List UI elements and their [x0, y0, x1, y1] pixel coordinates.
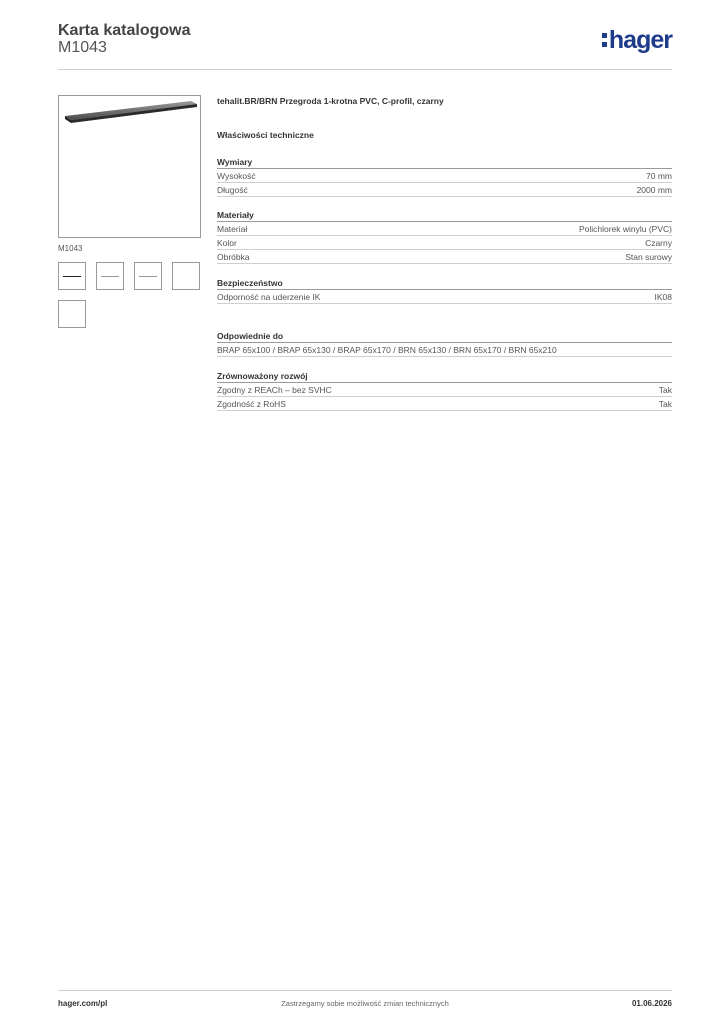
spec-value: 2000 mm: [636, 185, 672, 195]
spec-row: [217, 383, 672, 397]
specs-section-title: Właściwości techniczne: [217, 130, 314, 140]
spec-label: Zgodność z RoHS: [217, 399, 286, 409]
spec-group-title: Zrównoważony rozwój: [217, 369, 672, 383]
spec-group-sustainability: [217, 369, 672, 411]
thumbnail-line-icon: [139, 276, 157, 277]
spec-group-materials: [217, 208, 672, 264]
spec-row: [217, 343, 672, 357]
thumbnail-5[interactable]: [58, 300, 86, 328]
spec-row: [217, 222, 672, 236]
spec-value: 70 mm: [646, 171, 672, 181]
product-image: [58, 95, 201, 238]
spec-row: [217, 290, 672, 304]
spec-label: Odporność na uderzenie IK: [217, 292, 321, 302]
spec-group-title: Wymiary: [217, 155, 672, 169]
page-title: Karta katalogowa: [58, 22, 191, 39]
spec-group-title: Bezpieczeństwo: [217, 276, 672, 290]
spec-group-title: Materiały: [217, 208, 672, 222]
spec-row: [217, 183, 672, 197]
spec-label: Obróbka: [217, 252, 250, 262]
spec-group-compatible: [217, 329, 672, 357]
spec-value: Tak: [658, 385, 672, 395]
spec-value: Stan surowy: [625, 252, 672, 262]
hager-logo: [602, 26, 672, 54]
page-header: [58, 22, 672, 70]
spec-label: Zgodny z REACh – bez SVHC: [217, 385, 332, 395]
footer-website-link[interactable]: hager.com/pl: [58, 999, 108, 1008]
spec-label: Długość: [217, 185, 248, 195]
spec-value: Polichlorek winylu (PVC): [578, 224, 672, 234]
spec-value: Tak: [658, 399, 672, 409]
thumbnail-line-icon: [63, 276, 81, 277]
logo-dots-icon: [602, 33, 607, 47]
spec-label: Kolor: [217, 238, 237, 248]
product-title: tehalit.BR/BRN Przegroda 1-krotna PVC, C-profil, czarny: [217, 96, 444, 106]
image-caption: M1043: [58, 244, 83, 253]
spec-group-title: Odpowiednie do: [217, 329, 672, 343]
c-profile-partition-icon: [59, 96, 200, 237]
footer-disclaimer: Zastrzegamy sobie możliwość zmian technicznych: [281, 999, 449, 1008]
spec-value: IK08: [654, 292, 672, 302]
spec-group-dimensions: [217, 155, 672, 197]
spec-row: [217, 397, 672, 411]
thumbnail-1[interactable]: [58, 262, 86, 290]
spec-row: [217, 169, 672, 183]
spec-row: [217, 236, 672, 250]
spec-label: Wysokość: [217, 171, 256, 181]
spec-label: Materiał: [217, 224, 248, 234]
footer-date: 01.06.2026: [631, 999, 672, 1008]
logo-text: hager: [608, 26, 672, 54]
thumbnail-2[interactable]: [96, 262, 124, 290]
thumbnail-3[interactable]: [134, 262, 162, 290]
spec-label: BRAP 65x100 / BRAP 65x130 / BRAP 65x170 / BRN 65x130 / BRN 65x170 / BRN 65x210: [217, 345, 557, 355]
spec-value: Czarny: [645, 238, 672, 248]
spec-row: [217, 250, 672, 264]
thumbnail-4[interactable]: [172, 262, 200, 290]
page-footer: [58, 990, 672, 1016]
thumbnail-line-icon: [101, 276, 119, 277]
product-code: M1043: [58, 39, 107, 56]
spec-group-safety: [217, 276, 672, 304]
